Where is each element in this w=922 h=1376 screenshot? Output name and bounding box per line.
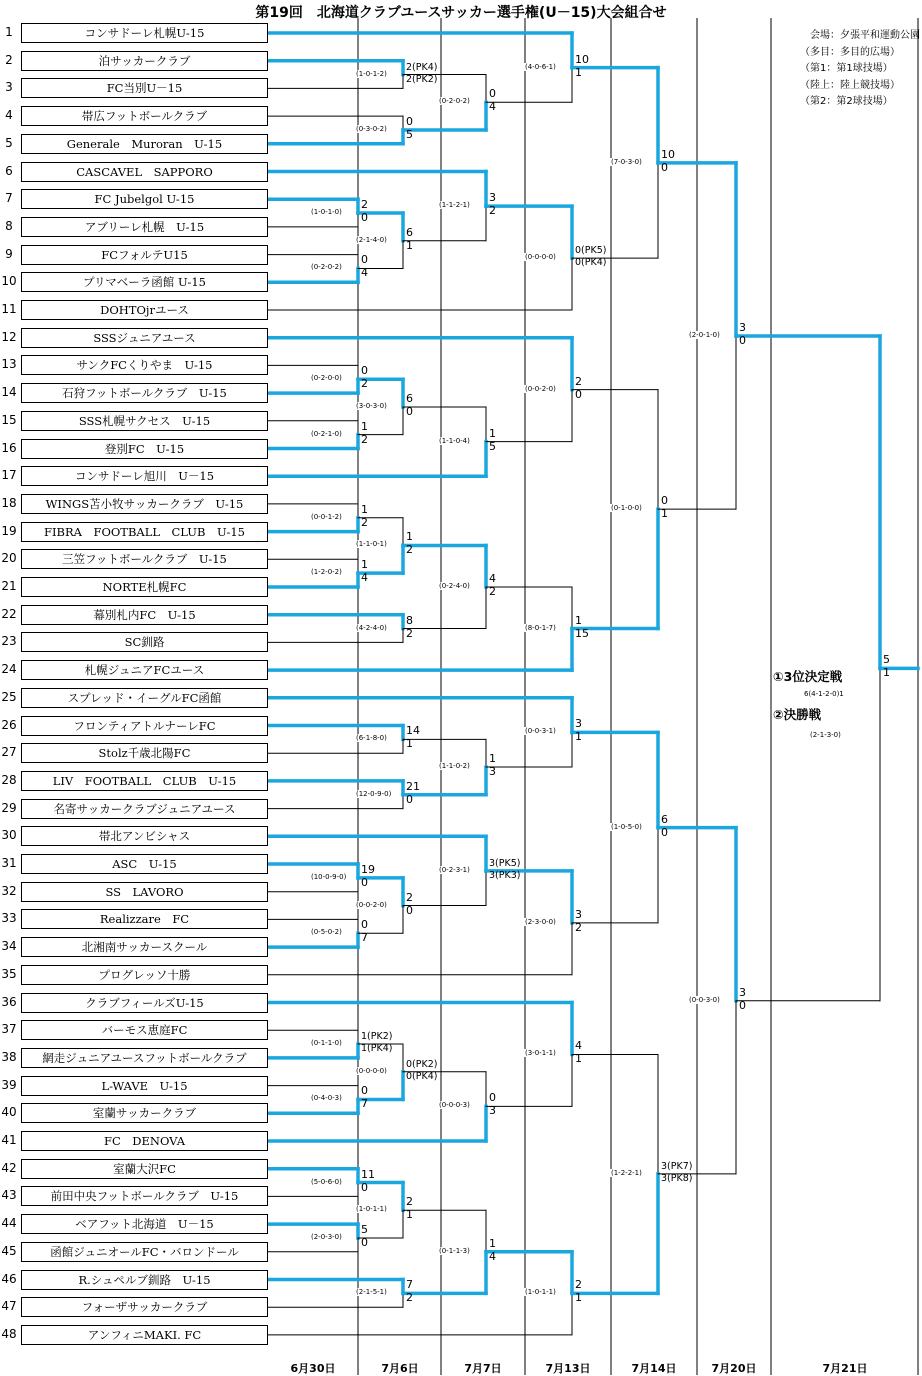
match-score-bottom: 0	[361, 1180, 368, 1194]
team-number: 7	[5, 191, 13, 206]
team-name: 名寄サッカークラブジュニアユース	[21, 799, 268, 819]
half-scores: (1-1-0-2)	[439, 762, 470, 771]
half-scores: (1-2-0-2)	[311, 568, 342, 577]
match-score-bottom: 1	[406, 1208, 413, 1222]
team-number: 23	[1, 634, 17, 649]
half-scores: (2-1-5-1)	[356, 1288, 387, 1297]
match-score-bottom: 4	[489, 1249, 496, 1263]
team-number: 10	[1, 274, 17, 289]
venue-note: （多目：多目的広場）	[800, 46, 900, 58]
team-name: バーモス恵庭FC	[21, 1020, 268, 1040]
team-name: FCフォルテU15	[21, 245, 268, 265]
match-score-top: 1	[489, 752, 496, 766]
match-score-top: 10	[661, 147, 675, 161]
team-number: 26	[1, 717, 17, 732]
half-scores: (0-0-0-3)	[439, 1101, 470, 1110]
match-score-top: 0(PK5)	[575, 245, 607, 257]
match-score-bottom: 0	[575, 387, 582, 401]
half-scores: (0-2-3-1)	[439, 865, 470, 874]
match-score-top: 3(PK7)	[661, 1160, 693, 1172]
team-number: 15	[1, 412, 17, 427]
team-name: アンフィニMAKI. FC	[21, 1325, 268, 1345]
match-score-bottom: 0	[661, 160, 668, 174]
half-scores: (0-0-1-2)	[311, 512, 342, 521]
match-score-top: 4	[489, 572, 496, 585]
match-score-bottom: 0(PK4)	[406, 1070, 438, 1082]
team-name: Generale Muroran U-15	[21, 134, 268, 154]
match-score-top: 5	[883, 653, 890, 667]
match-score-top: 1	[489, 426, 496, 440]
match-score-top: 1	[406, 530, 413, 544]
team-name: 石狩フットボールクラブ U-15	[21, 383, 268, 403]
team-number: 1	[5, 25, 13, 39]
half-scores: (3-0-1-1)	[525, 1049, 556, 1058]
team-number: 32	[1, 883, 17, 898]
match-score-top: 0(PK2)	[406, 1058, 438, 1070]
half-scores: (1-0-1-1)	[525, 1288, 556, 1297]
half-scores: (6-1-8-0)	[356, 734, 387, 743]
match-score-bottom: 0	[406, 792, 413, 806]
half-scores: (0-1-1-0)	[311, 1039, 342, 1048]
round-date: 7月14日	[631, 1362, 677, 1375]
team-number: 34	[1, 939, 17, 954]
team-number: 41	[1, 1133, 17, 1147]
match-score-bottom: 0	[739, 333, 746, 347]
half-scores: (8-0-1-7)	[525, 623, 556, 632]
team-number: 12	[1, 329, 17, 344]
team-number: 30	[1, 828, 17, 843]
team-number: 38	[1, 1049, 17, 1064]
half-scores: (1-0-1-2)	[356, 69, 387, 78]
team-number: 31	[1, 856, 17, 870]
match-score-bottom: 4	[489, 100, 496, 114]
half-scores: (0-0-0-0)	[356, 1066, 387, 1075]
match-score-top: 2(PK4)	[406, 61, 438, 73]
match-score-top: 0	[361, 253, 368, 267]
match-score-bottom: 3(PK8)	[661, 1172, 693, 1184]
match-score-bottom: 2	[575, 920, 582, 934]
team-name: コンサドーレ札幌U-15	[21, 23, 268, 43]
match-score-bottom: 2	[361, 432, 368, 446]
team-number: 24	[1, 662, 17, 677]
match-score-top: 6	[406, 225, 413, 239]
match-score-bottom: 0	[739, 998, 746, 1012]
half-scores: (3-0-3-0)	[356, 401, 387, 410]
team-number: 22	[1, 606, 17, 621]
half-scores: (0-2-4-0)	[439, 582, 470, 590]
team-number: 18	[1, 495, 17, 510]
venue-note: （第2：第2球技場）	[800, 96, 893, 107]
match-score-bottom: 5	[489, 439, 496, 453]
match-score-top: 10	[575, 52, 589, 66]
team-number: 28	[1, 772, 17, 787]
round-date: 7月20日	[711, 1362, 757, 1375]
team-number: 33	[1, 911, 17, 926]
half-scores: (1-2-2-1)	[611, 1168, 642, 1177]
team-number: 39	[1, 1077, 17, 1092]
team-name: 幕別札内FC U-15	[21, 605, 268, 625]
half-scores: (0-0-3-0)	[689, 995, 720, 1004]
half-scores: (1-1-0-4)	[439, 436, 470, 445]
half-scores: (0-4-0-3)	[311, 1094, 342, 1103]
match-score-bottom: 2	[489, 204, 496, 218]
team-name: Realizzare FC	[21, 909, 268, 929]
match-score-top: 0	[406, 114, 413, 128]
match-score-bottom: 3	[489, 765, 496, 779]
match-score-bottom: 1(PK4)	[361, 1043, 393, 1055]
match-score-bottom: 7	[361, 1097, 368, 1111]
team-name: 泊サッカークラブ	[21, 51, 268, 71]
match-score-bottom: 0	[406, 903, 413, 917]
half-scores: (2-0-3-0)	[311, 1232, 342, 1241]
team-number: 8	[5, 218, 13, 233]
team-number: 48	[1, 1326, 17, 1341]
team-name: ベアフット北海道 U－15	[21, 1214, 268, 1234]
match-score-bottom: 0	[361, 211, 368, 225]
match-score-top: 1	[361, 558, 368, 572]
team-number: 40	[1, 1105, 17, 1120]
match-score-top: 11	[361, 1167, 375, 1181]
team-name: サンクFCくりやま U-15	[21, 355, 268, 375]
match-score-bottom: 0	[361, 875, 368, 889]
team-number: 47	[1, 1299, 17, 1314]
match-score-bottom: 2	[406, 1291, 413, 1305]
match-score-top: 1(PK2)	[361, 1031, 393, 1043]
half-scores: (4-2-4-0)	[356, 623, 387, 632]
match-score-bottom: 1	[406, 238, 413, 252]
team-name: 室蘭大沢FC	[21, 1159, 268, 1179]
match-score-bottom: 2	[489, 585, 496, 598]
match-score-top: 3	[575, 907, 582, 921]
team-name: 登別FC U-15	[21, 439, 268, 459]
team-number: 5	[5, 135, 13, 150]
half-scores: (0-2-0-2)	[439, 97, 470, 106]
team-number: 17	[1, 468, 17, 483]
team-number: 14	[1, 385, 17, 400]
match-score-top: 3	[489, 191, 496, 205]
match-score-bottom: 1	[883, 666, 890, 680]
team-number: 35	[1, 966, 17, 981]
half-scores: (10-0-9-0)	[311, 872, 347, 881]
team-name: SSS札幌サクセス U-15	[21, 411, 268, 431]
team-name: 三笠フットボールクラブ U-15	[21, 549, 268, 569]
match-score-top: 1	[489, 1236, 496, 1250]
team-number: 45	[1, 1243, 17, 1258]
half-scores: (1-1-2-1)	[439, 201, 470, 210]
match-score-top: 3	[739, 320, 746, 334]
half-scores: (1-0-5-0)	[611, 822, 642, 831]
match-score-top: 6	[406, 391, 413, 405]
half-scores: (12-0-9-0)	[356, 789, 392, 798]
team-name: ASC U-15	[21, 854, 268, 874]
team-name: 帯広フットボールクラブ	[21, 106, 268, 126]
half-scores: (4-0-6-1)	[525, 62, 556, 71]
match-score-bottom: 0	[361, 1235, 368, 1249]
team-number: 9	[5, 246, 13, 261]
final-label: ②決勝戦	[773, 707, 822, 722]
venue-note: （第1：第1球技場）	[800, 63, 893, 74]
match-score-top: 4	[575, 1039, 582, 1053]
match-score-top: 2	[406, 890, 413, 904]
match-score-bottom: 1	[661, 507, 668, 521]
match-score-top: 2	[575, 374, 582, 388]
team-name: SC釧路	[21, 632, 268, 652]
team-name: フロンティアトルナーレFC	[21, 716, 268, 736]
match-score-top: 21	[406, 779, 420, 793]
match-score-top: 5	[361, 1222, 368, 1236]
team-number: 11	[1, 302, 17, 316]
match-score-bottom: 0	[406, 404, 413, 418]
half-scores: (1-0-1-1)	[356, 1205, 387, 1214]
team-name: 北湘南サッカースクール	[21, 937, 268, 957]
match-score-top: 0	[361, 918, 368, 932]
team-name: 前田中央フットボールクラブ U-15	[21, 1186, 268, 1206]
third-place-label: ①3位決定戦	[773, 669, 843, 684]
match-score-bottom: 7	[361, 931, 368, 945]
match-score-bottom: 0(PK4)	[575, 257, 607, 269]
half-scores: (0-2-1-0)	[311, 429, 342, 438]
match-score-top: 0	[489, 87, 496, 101]
team-number: 4	[5, 108, 13, 123]
team-name: プログレッソ十勝	[21, 965, 268, 985]
team-number: 27	[1, 745, 17, 760]
match-score-top: 2	[361, 198, 368, 212]
team-name: L-WAVE U-15	[21, 1076, 268, 1096]
team-name: フォーザサッカークラブ	[21, 1297, 268, 1317]
match-score-bottom: 2	[406, 626, 413, 640]
match-score-top: 1	[575, 613, 582, 627]
team-name: 函館ジュニオールFC・バロンドール	[21, 1242, 268, 1262]
team-name: 網走ジュニアユースフットボールクラブ	[21, 1048, 268, 1068]
match-score-bottom: 2	[361, 515, 368, 529]
match-score-top: 1	[361, 419, 368, 433]
match-score-bottom: 4	[361, 266, 368, 280]
team-name: R.シュペルブ釧路 U-15	[21, 1270, 268, 1290]
half-scores: (0-1-1-3)	[439, 1246, 470, 1255]
team-number: 44	[1, 1216, 17, 1231]
half-scores: (2-1-4-0)	[356, 235, 387, 244]
match-score-top: 7	[406, 1278, 413, 1292]
team-number: 37	[1, 1022, 17, 1037]
match-score-bottom: 1	[406, 737, 413, 751]
team-name: コンサドーレ旭川 U－15	[21, 466, 268, 486]
team-number: 20	[1, 551, 17, 566]
half-scores: (7-0-3-0)	[611, 157, 642, 166]
match-score-top: 2	[575, 1278, 582, 1292]
venue-heading: 会場：夕張平和運動公園	[810, 30, 920, 41]
final-score: (2-1-3-0)	[810, 731, 841, 739]
match-score-bottom: 3	[489, 1104, 496, 1118]
match-score-top: 3(PK5)	[489, 857, 521, 869]
team-number: 25	[1, 689, 17, 704]
match-score-top: 3	[739, 985, 746, 999]
page-title: 第19回 北海道クラブユースサッカー選手権(U－15)大会組合せ	[255, 5, 667, 21]
third-place-score: 6(4-1-2-0)1	[804, 690, 844, 698]
match-score-top: 2	[406, 1195, 413, 1209]
half-scores: (2-3-0-0)	[525, 917, 556, 926]
team-number: 2	[5, 52, 13, 67]
match-score-bottom: 3(PK3)	[489, 869, 521, 881]
half-scores: (0-1-0-0)	[611, 504, 642, 513]
team-number: 3	[5, 80, 13, 95]
match-score-top: 0	[361, 364, 368, 378]
team-name: FC Jubelgol U-15	[21, 189, 268, 209]
match-score-top: 0	[489, 1091, 496, 1105]
round-date: 7月7日	[464, 1362, 502, 1375]
team-name: FIBRA FOOTBALL CLUB U-15	[21, 522, 268, 542]
match-score-top: 6	[661, 812, 668, 826]
half-scores: (0-0-2-0)	[525, 384, 556, 393]
half-scores: (0-0-2-0)	[356, 900, 387, 909]
match-score-top: 19	[361, 862, 375, 876]
team-number: 21	[1, 579, 17, 593]
team-number: 43	[1, 1188, 17, 1203]
team-name: SSSジュニアユース	[21, 328, 268, 348]
half-scores: (1-1-0-1)	[356, 540, 387, 549]
half-scores: (2-0-1-0)	[689, 330, 720, 339]
match-score-top: 0	[661, 494, 668, 508]
round-date: 7月13日	[545, 1362, 591, 1375]
half-scores: (0-0-0-0)	[525, 253, 556, 262]
team-name: 帯北アンビシャス	[21, 826, 268, 846]
match-score-top: 3	[575, 717, 582, 731]
half-scores: (5-0-6-0)	[311, 1177, 342, 1186]
match-score-top: 8	[406, 613, 413, 627]
team-name: SS LAVORO	[21, 882, 268, 902]
half-scores: (0-5-0-2)	[311, 928, 342, 937]
team-name: クラブフィールズU-15	[21, 993, 268, 1013]
team-name: アブリーレ札幌 U-15	[21, 217, 268, 237]
match-score-bottom: 4	[361, 571, 368, 585]
match-score-top: 1	[361, 502, 368, 516]
half-scores: (0-3-0-2)	[356, 124, 387, 133]
team-name: LIV FOOTBALL CLUB U-15	[21, 771, 268, 791]
team-name: Stolz千歳北陽FC	[21, 743, 268, 763]
team-name: スプレッド・イーグルFC函館	[21, 688, 268, 708]
team-name: FC当別U－15	[21, 78, 268, 98]
match-score-bottom: 0	[661, 825, 668, 839]
team-name: 札幌ジュニアFCユース	[21, 660, 268, 680]
match-score-bottom: 1	[575, 1291, 582, 1305]
team-number: 19	[1, 523, 17, 538]
round-date: 6月30日	[290, 1362, 336, 1375]
match-score-bottom: 1	[575, 730, 582, 744]
team-name: WINGS苫小牧サッカークラブ U-15	[21, 494, 268, 514]
team-name: CASCAVEL SAPPORO	[21, 162, 268, 182]
team-number: 29	[1, 800, 17, 815]
round-date: 7月21日	[822, 1362, 868, 1375]
team-number: 16	[1, 440, 17, 455]
match-score-bottom: 2	[406, 543, 413, 557]
match-score-top: 0	[361, 1084, 368, 1098]
team-number: 42	[1, 1160, 17, 1175]
team-number: 6	[5, 163, 13, 178]
match-score-bottom: 15	[575, 626, 589, 640]
team-name: 室蘭サッカークラブ	[21, 1103, 268, 1123]
half-scores: (0-2-0-2)	[311, 263, 342, 272]
half-scores: (1-0-1-0)	[311, 208, 342, 217]
team-name: FC DENOVA	[21, 1131, 268, 1151]
match-score-bottom: 1	[575, 1052, 582, 1066]
team-number: 13	[1, 357, 17, 372]
venue-note: （陸上：陸上競技場）	[800, 79, 900, 91]
match-score-bottom: 2	[361, 377, 368, 391]
team-name: NORTE札幌FC	[21, 577, 268, 597]
match-score-bottom: 1	[575, 65, 582, 79]
team-name: DOHTOjrユース	[21, 300, 268, 320]
match-score-bottom: 2(PK2)	[406, 73, 438, 85]
round-date: 7月6日	[381, 1362, 419, 1375]
match-score-bottom: 5	[406, 127, 413, 141]
team-number: 36	[1, 994, 17, 1009]
team-name: プリマベーラ函館 U-15	[21, 272, 268, 292]
match-score-top: 14	[406, 724, 420, 738]
team-number: 46	[1, 1271, 17, 1286]
half-scores: (0-2-0-0)	[311, 374, 342, 383]
half-scores: (0-0-3-1)	[525, 727, 556, 736]
